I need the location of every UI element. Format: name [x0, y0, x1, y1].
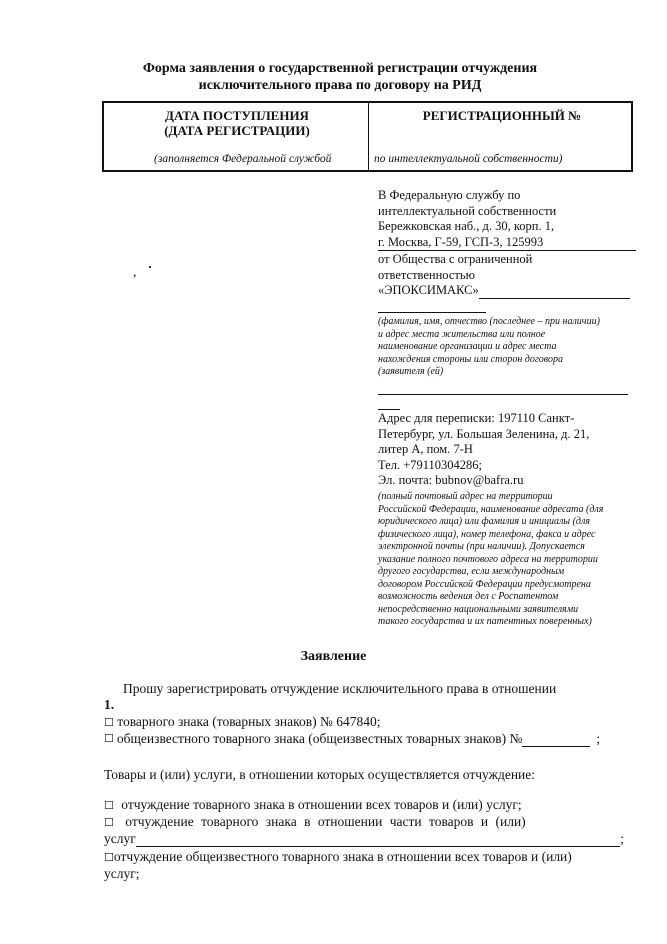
option-all-goods — [104, 796, 522, 814]
option-part-goods-services: услуг — [104, 831, 136, 846]
correspondence-note-line: указание полного почтового адреса на территории — [378, 553, 598, 565]
checkbox-well-known-all[interactable]: ☐ — [104, 851, 114, 864]
correspondence-note-line: непосредственно национальными заявителями — [378, 603, 579, 615]
option-part-goods-label: отчуждение товарного знака в отношении части товаров и (или) — [125, 814, 526, 829]
correspondence-note — [378, 491, 634, 629]
trademark-option-label: товарного знака (товарных знаков) № 647840; — [117, 714, 381, 729]
checkbox-part-goods[interactable]: ☐ — [104, 816, 114, 829]
registration-table — [102, 101, 633, 172]
correspondence-line: Петербург, ул. Большая Зеленина, д. 21, — [378, 426, 590, 441]
correspondence-note-line: такого государства и их патентных поверенных) — [378, 616, 592, 627]
date-received-line-1: ДАТА ПОСТУПЛЕНИЯ — [165, 108, 309, 123]
date-received-heading — [122, 108, 352, 138]
trademark-option — [104, 713, 380, 731]
recipient-line: В Федеральную службу по — [378, 188, 521, 202]
form-title — [60, 60, 620, 94]
sender-block — [378, 252, 636, 299]
option-part-goods — [104, 813, 614, 831]
sender-name-row — [378, 283, 636, 299]
checkbox-all-goods[interactable]: ☐ — [104, 799, 114, 812]
statement-intro: Прошу зарегистрировать отчуждение исключительного права в отношении — [123, 681, 557, 696]
correspondence-line: Эл. почта: bubnov@bafra.ru — [378, 473, 524, 487]
correspondence-line: литер А, пом. 7-Н — [378, 442, 473, 456]
form-title-line-2: исключительного права по договору на РИД — [198, 78, 482, 93]
sender-note-line: и адрес места жительства или полное — [378, 328, 546, 340]
sender-line: от Общества с ограниченной — [378, 252, 533, 266]
scan-mark-dot — [149, 266, 151, 268]
recipient-line: Бережковская наб., д. 30, корп. 1, — [378, 219, 555, 233]
correspondence-note-line: возможность ведения дел с Роспатентом — [378, 591, 559, 602]
well-known-option-label: общеизвестного товарного знака (общеизвестных товарных знаков) № — [116, 731, 523, 746]
goods-intro: Товары и (или) услуги, в отношении которых осуществляется отчуждение: — [104, 767, 536, 782]
correspondence-note-line: другого государства, если международным — [378, 566, 565, 577]
correspondence-note-line: юридического лица) или фамилия и инициалы (для — [378, 516, 590, 527]
recipient-line: интеллектуальной собственности — [378, 203, 557, 218]
correspondence-note-line: электронной почты (при наличии). Допускается — [378, 541, 585, 552]
correspondence-block — [378, 411, 636, 489]
sender-name: «ЭПОКСИМАКС» — [378, 283, 479, 297]
separator-line — [378, 394, 628, 395]
sender-note — [378, 316, 633, 379]
option-part-goods-end: ; — [620, 831, 624, 846]
sender-blank-line — [378, 312, 486, 313]
item-number: 1. — [104, 697, 115, 712]
date-received-line-2: (ДАТА РЕГИСТРАЦИИ) — [164, 123, 310, 138]
recipient-block — [378, 188, 636, 251]
table-divider — [368, 101, 369, 172]
sender-note-line: (заявителя (ей) — [378, 366, 444, 377]
option-well-known-all-label: отчуждение общеизвестного товарного знака в отношении всех товаров и (или) — [113, 849, 572, 864]
filled-by-note-right: по интеллектуальной собственности) — [374, 153, 563, 165]
option-part-goods-line-2 — [104, 830, 624, 847]
scan-mark: , — [133, 265, 137, 280]
sender-line: ответственностью — [378, 267, 475, 282]
separator-short-line — [378, 409, 400, 410]
well-known-option-end: ; — [596, 731, 601, 746]
checkbox-well-known[interactable]: ☐ — [104, 732, 114, 745]
correspondence-note-line: Российской Федерации, наименование адресата (для — [378, 503, 604, 515]
statement-heading: Заявление — [300, 649, 367, 664]
filled-by-note-left: (заполняется Федеральной службой — [154, 153, 332, 165]
option-well-known-all — [104, 848, 572, 866]
sender-note-line: нахождения стороны или сторон договора — [378, 353, 563, 365]
sender-name-fill-line — [479, 286, 630, 299]
correspondence-line: Тел. +79110304286; — [378, 457, 483, 472]
recipient-line: г. Москва, Г-59, ГСП-3, 125993 — [378, 235, 636, 252]
well-known-option — [104, 730, 600, 747]
part-goods-list-field[interactable] — [136, 832, 620, 847]
option-well-known-all-line-2: услуг; — [104, 866, 140, 881]
option-all-goods-label: отчуждение товарного знака в отношении всех товаров и (или) услуг; — [121, 797, 522, 812]
sender-note-line: (фамилия, имя, отчество (последнее – при наличии) — [378, 316, 600, 327]
checkbox-trademark[interactable]: ☐ — [104, 716, 114, 729]
correspondence-note-line: физического лица), номер телефона, факса и адрес — [378, 528, 596, 540]
correspondence-line: Адрес для переписки: 197110 Санкт- — [378, 411, 575, 425]
table-right-border — [631, 101, 633, 172]
correspondence-note-line: договором Российской Федерации предусмотрена — [378, 578, 591, 590]
correspondence-note-line: (полный почтовый адрес на территории — [378, 491, 553, 502]
form-title-line-1: Форма заявления о государственной регистрации отчуждения — [142, 61, 538, 76]
well-known-number-field[interactable] — [522, 732, 590, 747]
table-left-border — [102, 101, 104, 172]
registration-number-heading: РЕГИСТРАЦИОННЫЙ № — [422, 108, 582, 123]
sender-note-line: наименование организации и адрес места — [378, 341, 557, 352]
